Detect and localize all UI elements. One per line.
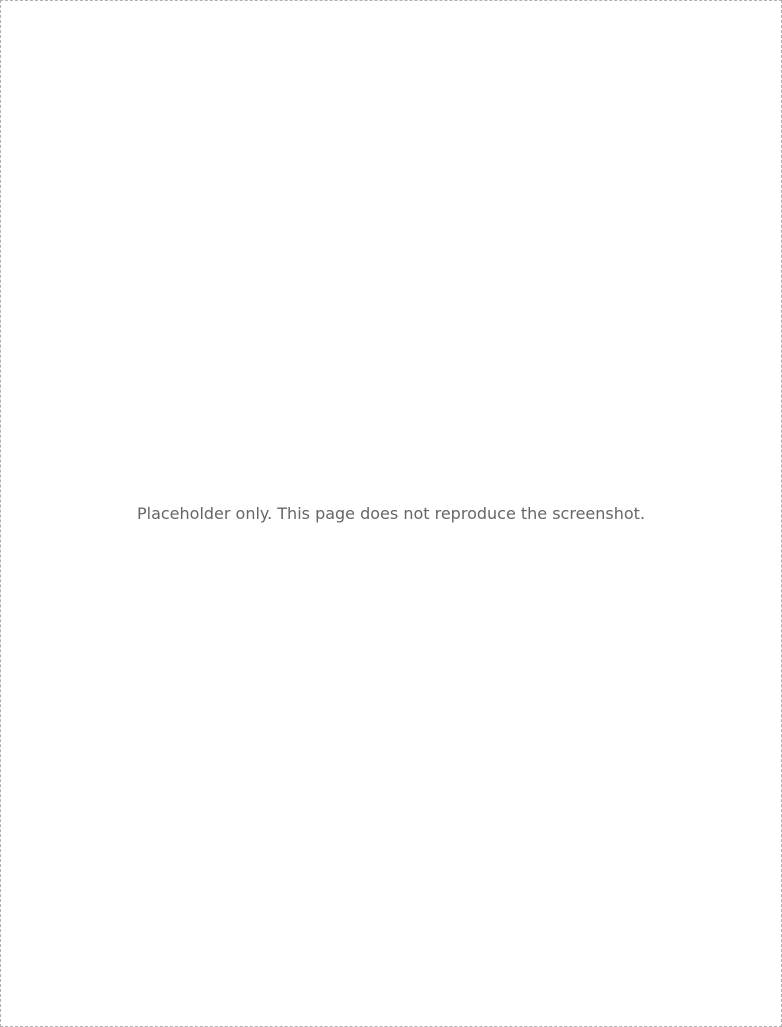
placeholder-message: Placeholder only. This page does not reproduce the screenshot. — [136, 504, 646, 523]
